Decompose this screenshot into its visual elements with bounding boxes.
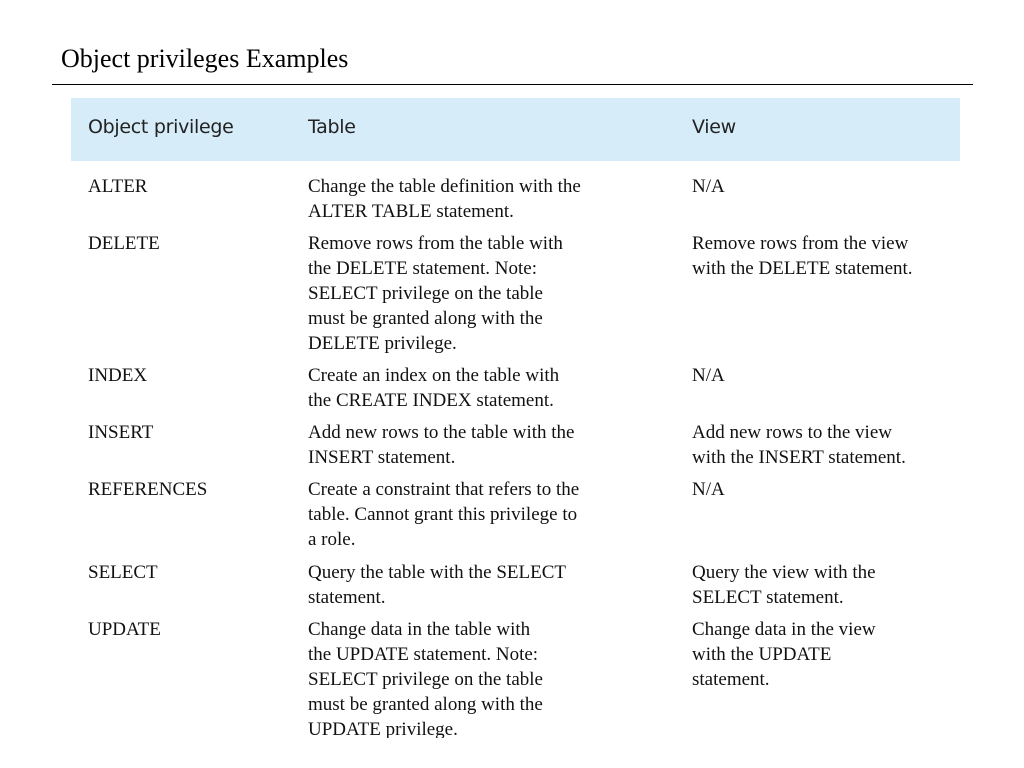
row-privilege: INSERT [88, 422, 154, 443]
row-view-description: N/A [692, 365, 725, 386]
privileges-table [71, 98, 960, 738]
table-header [71, 98, 960, 161]
row-table-description: Change data in the table with the UPDATE statement. Note: SELECT privilege on the table must be granted along with the UPDATE privilege. [308, 619, 543, 738]
header-table: Table [308, 116, 356, 138]
row-privilege: DELETE [88, 233, 160, 254]
row-view-description: N/A [692, 479, 725, 500]
row-table-description: Query the table with the SELECT statement. [308, 562, 567, 608]
header-view: View [692, 116, 736, 138]
title-divider [52, 84, 973, 85]
row-privilege: SELECT [88, 562, 158, 583]
row-table-description: Remove rows from the table with the DELETE statement. Note: SELECT privilege on the table must be granted along with the DELETE privilege. [308, 233, 563, 354]
row-table-description: Create an index on the table with the CREATE INDEX statement. [308, 365, 560, 411]
row-view-description: Remove rows from the view with the DELETE statement. [692, 233, 913, 279]
slide-title: Object privileges Examples [61, 44, 349, 73]
row-privilege: ALTER [88, 176, 148, 197]
header-object-privilege: Object privilege [88, 116, 234, 138]
row-privilege: INDEX [88, 365, 148, 386]
row-view-description: Query the view with the SELECT statement. [692, 562, 876, 608]
row-table-description: Create a constraint that refers to the table. Cannot grant this privilege to a role. [308, 479, 580, 550]
row-view-description: Add new rows to the view with the INSERT statement. [692, 422, 906, 468]
row-table-description: Add new rows to the table with the INSERT statement. [308, 422, 575, 468]
row-table-description: Change the table definition with the ALTER TABLE statement. [308, 176, 581, 222]
row-privilege: REFERENCES [88, 479, 208, 500]
row-view-description: Change data in the view with the UPDATE statement. [692, 619, 876, 690]
row-privilege: UPDATE [88, 619, 161, 640]
row-view-description: N/A [692, 176, 725, 197]
